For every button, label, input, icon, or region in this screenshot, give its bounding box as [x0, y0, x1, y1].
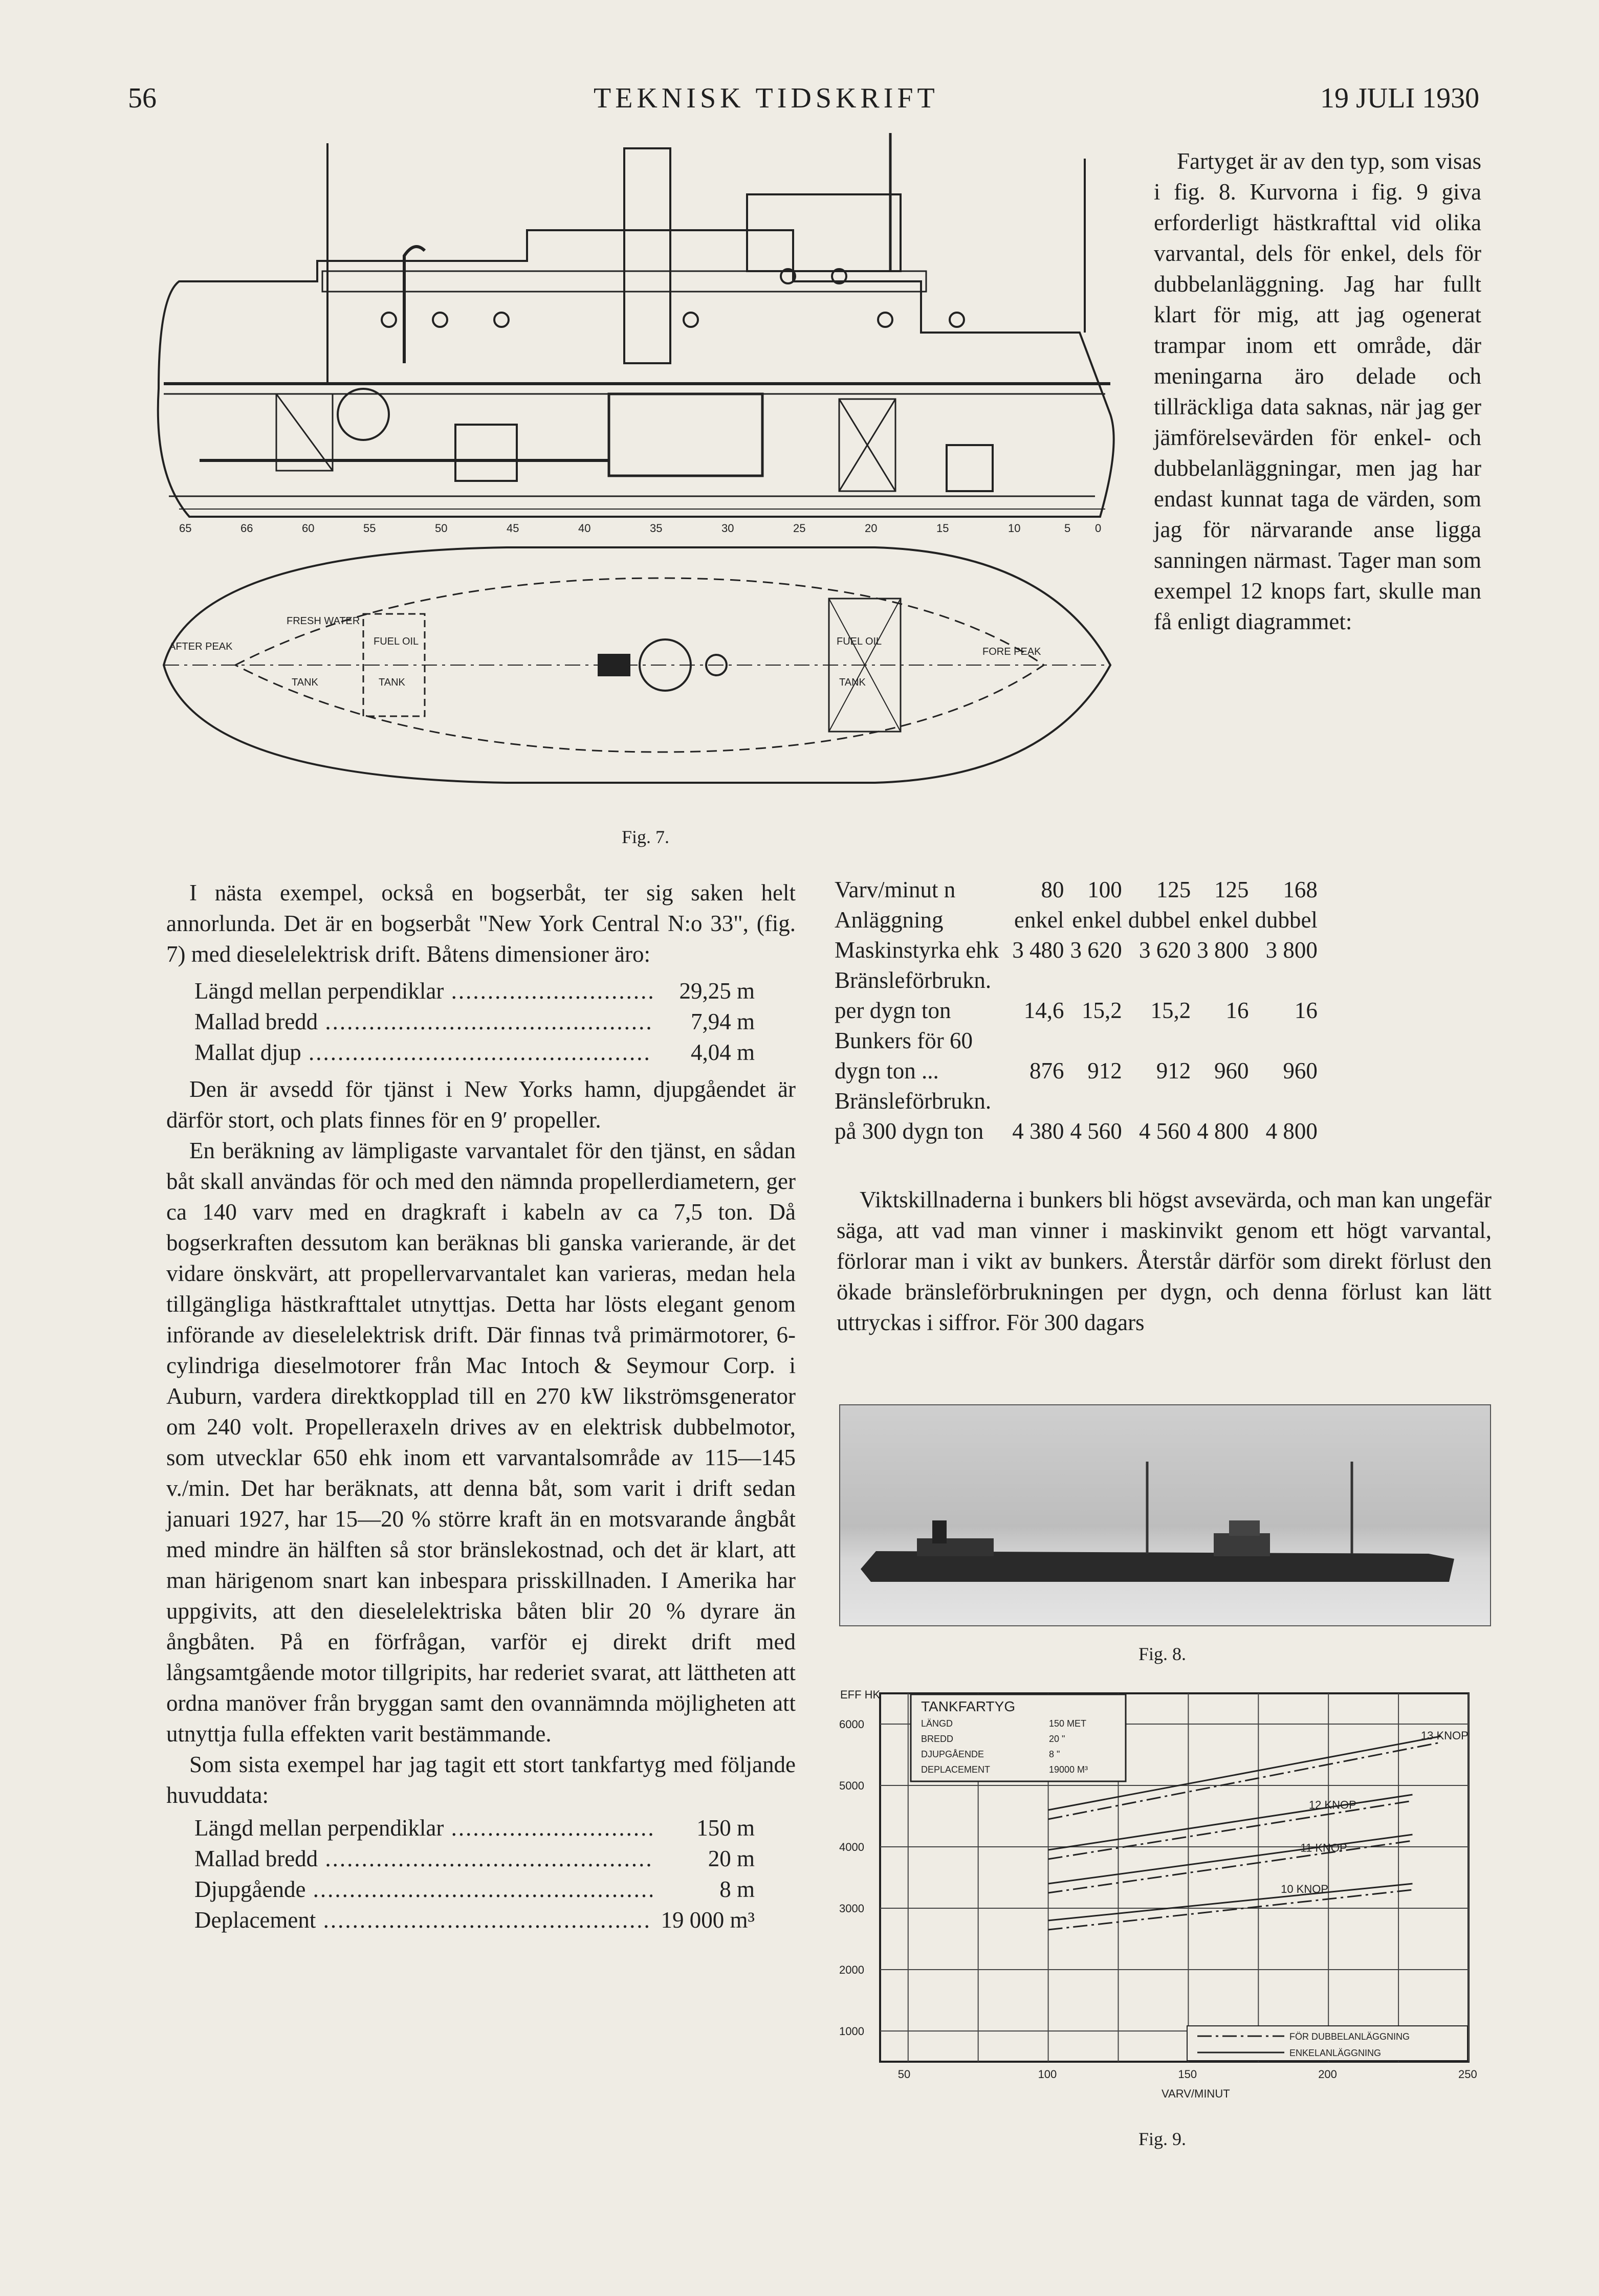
row-label: Bränsleförbrukn. — [835, 967, 992, 993]
row-label: per dygn ton — [835, 998, 951, 1023]
table-cell — [1194, 965, 1252, 996]
dim-label: Djupgående ..... — [194, 1874, 652, 1905]
table-cell — [1194, 1026, 1252, 1056]
table-cell: 80 — [1041, 877, 1064, 902]
paragraph-harbour: Den är avsedd för tjänst i New Yorks hamn, djupgåendet är därför stort, och plats finnes för en 9′ propeller. — [166, 1076, 796, 1133]
profile-frame-scale — [179, 522, 1101, 535]
table-cell — [1252, 965, 1320, 996]
table-cell — [1009, 1026, 1067, 1056]
x-tick-label: 50 — [897, 2068, 911, 2081]
table-cell: 4 560 — [1138, 1118, 1191, 1144]
svg-text:19000 M³: 19000 M³ — [1049, 1764, 1088, 1775]
svg-text:150 MET: 150 MET — [1049, 1718, 1087, 1729]
label-fuel-oil-1: FUEL OIL — [374, 636, 419, 647]
tug-dimensions — [166, 976, 796, 1068]
dim-value: 150 m — [696, 1815, 755, 1841]
svg-text:55: 55 — [363, 522, 376, 535]
paragraph-calculation: En beräkning av lämpligaste varvantalet för den tjänst, en sådan båt skall användas för och med den nämnda propellerdiametern, ger ca 140 varv med en dragkraft i kabeln av ca 7,5 ton. Då bogserkraften dessutom kan beräknas bli ganska varierande, är det vidare önskvärt, att propellervarvantalet kan varieras, medan hela tillgängliga hästkrafttalet utnyttjas. Detta har lösts elegant genom införande av dieselelektrisk drift. Där finnas två primärmotorer, 6-cylindriga dieselmotorer från Mac Intoch & Seymour Corp. i Auburn, vardera direktkopplad till en 270 kW likströmsgenerator om 240 volt. Propelleraxeln drives av en elektrisk dubbelmotor, som utvecklar 650 ehk inom ett varvantalsområde av 115—145 v./min. Det har beräknats, att denna båt, som varit i drift sedan januari 1927, har 15—20 % större kraft än en motsvarande ångbåt med mindre än hälften så stor bränslekostnad, och det är klart, att man härigenom snart kan inbespara prisskillnaden. I Amerika har uppgivits, att den dieselelektriska båten blir 20 % dyrare än ångbåten. På en förfrågan, varför ej direkt drift med långsamtgående motor tillgripits, har rederiet svarat, att lättheten att ordna manöver från bryggan samt den ovannämnda möjligheten att utnyttja fulla effekten varit bestämmande. — [166, 1138, 796, 1747]
table-cell: 4 380 — [1012, 1118, 1064, 1144]
svg-text:BREDD: BREDD — [921, 1734, 954, 1744]
table-cell: 4 800 — [1197, 1118, 1249, 1144]
table-row — [831, 1026, 1321, 1056]
svg-text:5: 5 — [1064, 522, 1071, 535]
dim-label: Deplacement ..... — [194, 1905, 652, 1935]
svg-text:66: 66 — [240, 522, 253, 535]
table-cell — [1067, 1086, 1125, 1116]
table-cell — [1125, 1086, 1194, 1116]
table-cell: 960 — [1214, 1058, 1249, 1084]
left-column — [166, 877, 796, 1935]
fig9-chart — [834, 1668, 1499, 2118]
table-row — [831, 1086, 1321, 1116]
series-line-dubbel — [1048, 1890, 1413, 1930]
x-tick-label: 250 — [1458, 2068, 1477, 2081]
table-cell: enkel — [1072, 907, 1122, 933]
table-cell: 3 620 — [1138, 937, 1191, 963]
table-cell: 3 480 — [1012, 937, 1064, 963]
label-fuel-oil-2: FUEL OIL — [837, 636, 882, 647]
table-cell: 4 560 — [1070, 1118, 1122, 1144]
issue-date: 19 JULI 1930 — [1320, 82, 1480, 114]
svg-text:30: 30 — [721, 522, 734, 535]
svg-text:45: 45 — [507, 522, 519, 535]
table-row — [831, 875, 1321, 905]
dim-label: Längd mellan perpendiklar ..... — [194, 1813, 652, 1843]
table-row — [831, 935, 1321, 965]
svg-text:60: 60 — [302, 522, 315, 535]
fig7-ship-drawing — [148, 128, 1121, 788]
table-cell — [1125, 965, 1194, 996]
table-row — [831, 905, 1321, 935]
table-cell: 14,6 — [1023, 998, 1064, 1023]
svg-text:25: 25 — [793, 522, 806, 535]
table-cell: 125 — [1156, 877, 1191, 902]
paragraph-tanker-intro: Som sista exempel har jag tagit ett stort tankfartyg med följande huvuddata: — [166, 1752, 796, 1808]
funnel — [624, 148, 670, 363]
paragraph-tug: I nästa exempel, också en bogserbåt, ter sig saken helt annorlunda. Det är en bogserbåt "New York Central N:o 33", (fig. 7) med dieselelektrisk drift. Båtens dimensioner äro: — [166, 880, 796, 967]
comparison-table — [831, 875, 1321, 1146]
y-tick-label: 5000 — [839, 1779, 864, 1792]
series-line-dubbel — [1048, 1841, 1413, 1893]
svg-text:10: 10 — [1008, 522, 1021, 535]
table-cell — [1252, 1086, 1320, 1116]
table-cell — [1009, 1086, 1067, 1116]
svg-text:LÄNGD: LÄNGD — [921, 1718, 953, 1729]
dim-label: Mallad bredd ..... — [194, 1006, 652, 1037]
table-cell: 3 800 — [1197, 937, 1249, 963]
table-cell — [1194, 1086, 1252, 1116]
svg-text:DJUPGÅENDE: DJUPGÅENDE — [921, 1749, 984, 1759]
svg-text:8 ": 8 " — [1049, 1749, 1060, 1759]
table-cell: 16 — [1225, 998, 1249, 1023]
series-label: 12 KNOP — [1308, 1798, 1356, 1812]
table-cell: 15,2 — [1150, 998, 1191, 1023]
paragraph-bunkers: Viktskillnaderna i bunkers bli högst avsevärda, och man kan ungefär säga, att vad man vinner i maskinvikt genom ett högt varvantal, förlorar man i vikt av bunkers. Återstår därför som direkt förlust den ökade bränsleförbrukningen per dygn, och denna förlust kan lätt uttryckas i siffror. För 300 dagars — [837, 1187, 1492, 1335]
x-tick-label: 150 — [1178, 2068, 1197, 2081]
fig8-caption: Fig. 8. — [1138, 1644, 1187, 1664]
dim-label: Mallad bredd ..... — [194, 1843, 652, 1874]
page-number: 56 — [128, 82, 157, 114]
table-cell: 876 — [1029, 1058, 1064, 1084]
x-tick-label: 100 — [1038, 2068, 1057, 2081]
table-cell: 16 — [1294, 998, 1318, 1023]
dim-value: 19 000 m³ — [661, 1907, 755, 1933]
dim-value: 8 m — [719, 1876, 755, 1902]
series-label: 10 KNOP — [1281, 1883, 1329, 1895]
y-tick-label: 1000 — [839, 2025, 864, 2038]
journal-title: TEKNISK TIDSKRIFT — [594, 82, 939, 114]
table-cell: dubbel — [1255, 907, 1318, 933]
wheelhouse — [747, 194, 901, 271]
table-cell — [1009, 965, 1067, 996]
svg-text:20: 20 — [865, 522, 878, 535]
table-cell: 912 — [1156, 1058, 1191, 1084]
hull-plan — [164, 547, 1110, 783]
label-tank-2: TANK — [839, 677, 866, 688]
row-label: Maskinstyrka ehk — [835, 937, 999, 963]
y-tick-label: 4000 — [839, 1841, 864, 1853]
table-cell: dubbel — [1128, 907, 1191, 933]
y-axis-label: EFF HK — [840, 1688, 881, 1701]
table-cell: 3 800 — [1265, 937, 1318, 963]
table-cell: 912 — [1087, 1058, 1122, 1084]
fig9-caption: Fig. 9. — [1138, 2129, 1187, 2149]
table-row — [831, 1116, 1321, 1146]
svg-text:35: 35 — [650, 522, 663, 535]
table-cell: 100 — [1087, 877, 1122, 902]
svg-text:65: 65 — [179, 522, 192, 535]
x-axis-label: VARV/MINUT — [1162, 2087, 1230, 2100]
label-fresh-water: FRESH WATER — [287, 615, 360, 627]
svg-text:0: 0 — [1095, 522, 1102, 535]
series-line-enkel — [1048, 1884, 1413, 1920]
table-cell — [1125, 1026, 1194, 1056]
dim-value: 20 m — [708, 1846, 755, 1871]
dim-label: Längd mellan perpendiklar ..... — [194, 976, 652, 1006]
table-cell: 960 — [1283, 1058, 1318, 1084]
right-intro-text: Fartyget är av den typ, som visas i fig. 8. Kurvorna i fig. 9 giva erforderligt hästkrafttal vid olika varvantal, dels för enkel, dels för dubbelanläggning. Jag har fullt klart för mig, att jag ogenerat trampar inom ett område, där meningarna äro delade och tillräckliga data saknas, när jag ger jämförelsevärden för enkel- och dubbelanläggningar, men jag har endast kunnat taga de värden, som jag för närvarande anse ligga sanningen närmast. Tager man som exempel 12 knops fart, skulle man få enligt diagrammet: — [1154, 148, 1481, 634]
label-fore-peak: FORE PEAK — [982, 646, 1041, 657]
fig7-caption: Fig. 7. — [622, 827, 670, 847]
label-after-peak: AFTER PEAK — [169, 641, 233, 652]
y-tick-label: 2000 — [839, 1963, 864, 1976]
row-label: på 300 dygn ton — [835, 1118, 984, 1144]
diesel-engines — [609, 394, 762, 476]
dim-value: 29,25 m — [679, 978, 755, 1004]
table-cell: enkel — [1198, 907, 1249, 933]
table-cell: 168 — [1283, 877, 1318, 902]
table-row — [831, 1056, 1321, 1086]
tanker-silhouette — [840, 1405, 1490, 1625]
table-cell — [1067, 1026, 1125, 1056]
row-label: dygn ton ... — [835, 1058, 939, 1084]
y-tick-label: 3000 — [839, 1902, 864, 1915]
table-cell: enkel — [1014, 907, 1064, 933]
table-row — [831, 996, 1321, 1026]
right-intro-paragraph — [1154, 146, 1481, 637]
dim-label: Mallat djup ..... — [194, 1037, 652, 1068]
legend-enkel: ENKELANLÄGGNING — [1289, 2048, 1382, 2058]
table-row — [831, 965, 1321, 996]
series-label: 13 KNOP — [1420, 1729, 1469, 1742]
series-line-dubbel — [1048, 1798, 1413, 1859]
dim-value: 4,04 m — [690, 1040, 755, 1065]
dim-value: 7,94 m — [690, 1009, 755, 1034]
svg-text:50: 50 — [435, 522, 448, 535]
right-lower-paragraph — [837, 1184, 1492, 1338]
row-label: Anläggning — [835, 907, 944, 933]
series-label: 11 KNOP — [1300, 1841, 1347, 1855]
svg-text:15: 15 — [936, 522, 949, 535]
svg-text:40: 40 — [578, 522, 591, 535]
table-cell — [1252, 1026, 1320, 1056]
label-tank-1: TANK — [379, 677, 405, 688]
svg-text:DEPLACEMENT: DEPLACEMENT — [921, 1764, 991, 1775]
table-cell: 125 — [1214, 877, 1249, 902]
row-label: Bränsleförbrukn. — [835, 1088, 992, 1114]
row-label: Bunkers för 60 — [835, 1028, 973, 1053]
svg-text:20 ": 20 " — [1049, 1734, 1065, 1744]
hull-profile — [158, 230, 1114, 517]
legend-dubbel: FÖR DUBBELANLÄGGNING — [1289, 2032, 1410, 2042]
table-cell: 15,2 — [1081, 998, 1122, 1023]
table-cell: 4 800 — [1265, 1118, 1318, 1144]
table-cell: 3 620 — [1070, 937, 1122, 963]
row-label: Varv/minut n — [835, 877, 956, 902]
y-tick-label: 6000 — [839, 1718, 864, 1731]
table-cell — [1067, 965, 1125, 996]
x-tick-label: 200 — [1318, 2068, 1337, 2081]
tanker-dimensions — [166, 1813, 796, 1935]
fig8-tanker-photo — [839, 1404, 1491, 1626]
chart-title: TANKFARTYG — [921, 1698, 1016, 1714]
label-tank: TANK — [292, 677, 318, 688]
